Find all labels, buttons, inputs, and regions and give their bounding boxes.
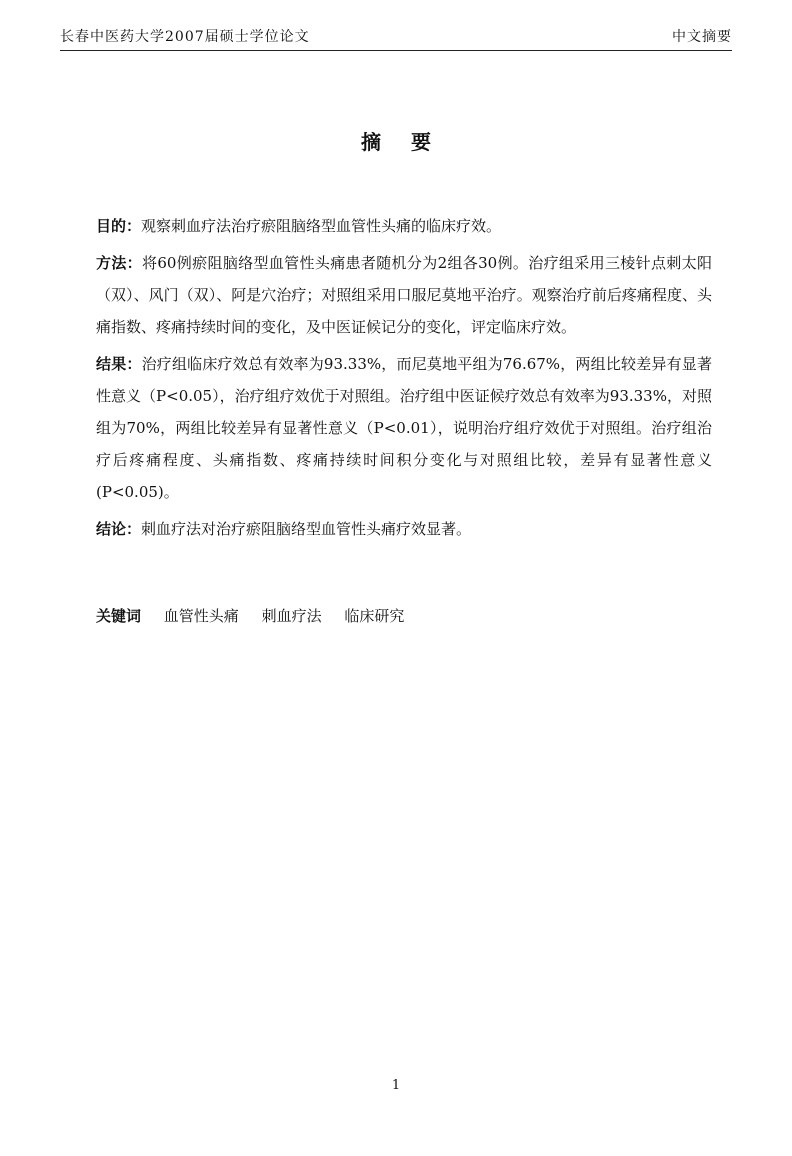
objective-lead: 目的： bbox=[96, 217, 142, 235]
abstract-title: 摘要 bbox=[361, 130, 461, 154]
keyword-item: 临床研究 bbox=[344, 607, 405, 625]
conclusion-text: 刺血疗法对治疗瘀阻脑络型血管性头痛疗效显著。 bbox=[141, 520, 472, 538]
keyword-item: 刺血疗法 bbox=[261, 607, 322, 625]
abstract-body bbox=[96, 210, 712, 550]
conclusion-lead: 结论： bbox=[96, 520, 142, 538]
methods-paragraph bbox=[96, 247, 712, 343]
keywords-line bbox=[96, 600, 422, 632]
conclusion-paragraph bbox=[96, 513, 712, 545]
keyword-item: 血管性头痛 bbox=[163, 607, 239, 625]
header-rule bbox=[60, 50, 732, 51]
page-number: 1 bbox=[391, 1078, 401, 1093]
methods-text: 将60例瘀阻脑络型血管性头痛患者随机分为2组各30例。治疗组采用三棱针点刺太阳（双）、风门（双）、阿是穴治疗；对照组采用口服尼莫地平治疗。观察治疗前后疼痛程度、头痛指数、疼痛持续时间的变化，及中医证候记分的变化，评定临床疗效。 bbox=[96, 254, 712, 336]
header-section-name: 中文摘要 bbox=[672, 29, 732, 45]
results-text: 治疗组临床疗效总有效率为93.33%，而尼莫地平组为76.67%，两组比较差异有显著性意义（P<0.05），治疗组疗效优于对照组。治疗组中医证候疗效总有效率为93.33%，对照组为70%，两组比较差异有显著性意义（P<0.01），说明治疗组疗效优于对照组。治疗组治疗后疼痛程度、头痛指数、疼痛持续时间积分变化与对照组比较，差异有显著性意义(P<0.05)。 bbox=[96, 355, 712, 501]
header-thesis-title: 长春中医药大学2007届硕士学位论文 bbox=[60, 29, 310, 45]
running-header bbox=[60, 24, 732, 48]
methods-lead: 方法： bbox=[96, 254, 143, 272]
keywords-label: 关键词 bbox=[96, 607, 142, 625]
results-lead: 结果： bbox=[96, 355, 142, 373]
results-paragraph bbox=[96, 348, 712, 508]
objective-paragraph bbox=[96, 210, 712, 242]
objective-text: 观察刺血疗法治疗瘀阻脑络型血管性头痛的临床疗效。 bbox=[141, 217, 502, 235]
